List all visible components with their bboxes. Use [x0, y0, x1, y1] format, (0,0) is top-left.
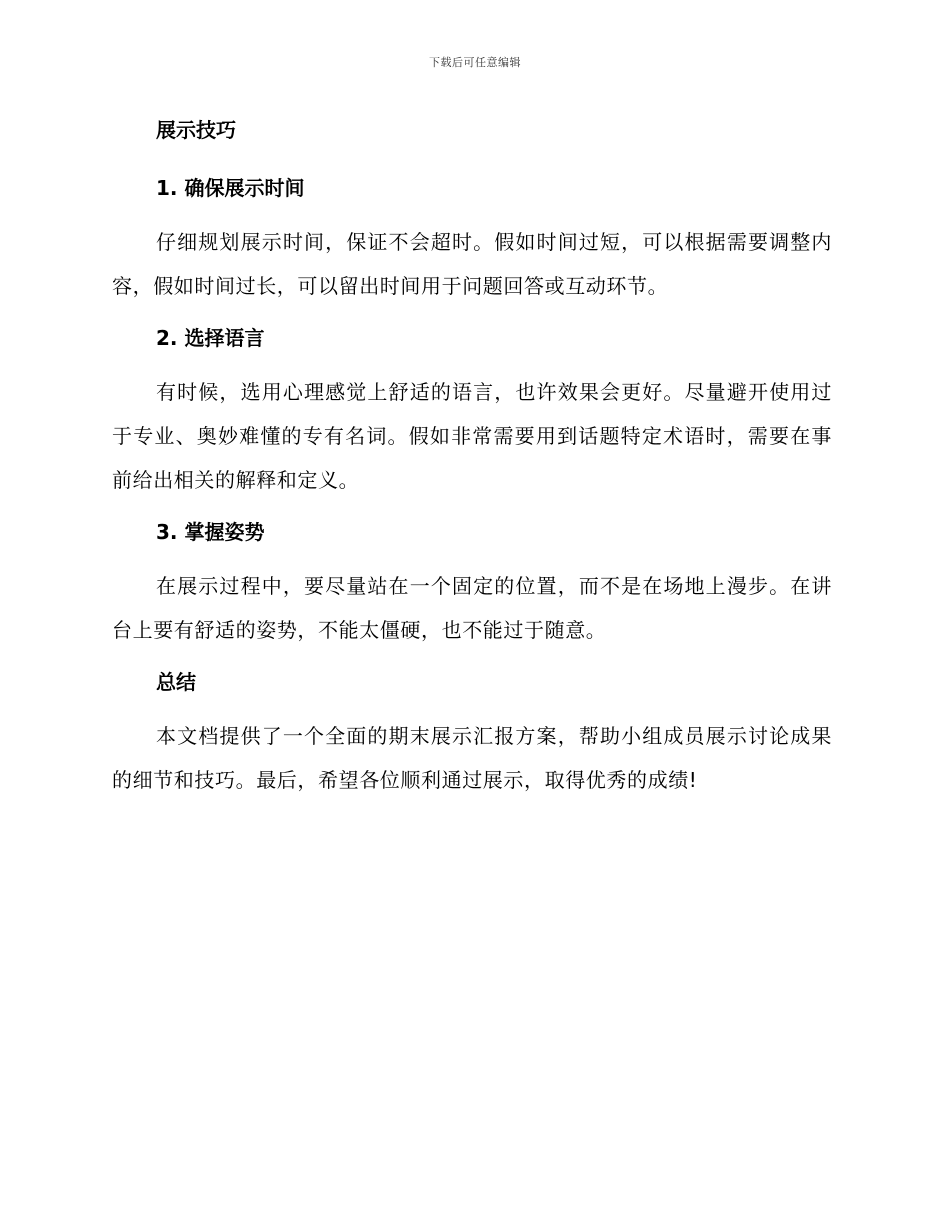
- item-paragraph-3: 在展示过程中，要尽量站在一个固定的位置，而不是在场地上漫步。在讲台上要有舒适的姿势，不能太僵硬，也不能过于随意。: [112, 574, 832, 642]
- summary-heading: 总结: [156, 670, 196, 694]
- item-heading-2: 2. 选择语言: [156, 326, 265, 350]
- section-title: 展示技巧: [156, 118, 236, 142]
- header-note: 下载后可任意编辑: [429, 56, 521, 69]
- item-heading-1: 1. 确保展示时间: [156, 176, 305, 200]
- item-paragraph-1: 仔细规划展示时间，保证不会超时。假如时间过短，可以根据需要调整内容，假如时间过长，可以留出时间用于问题回答或互动环节。: [112, 230, 832, 298]
- item-heading-3: 3. 掌握姿势: [156, 520, 265, 544]
- item-paragraph-2: 有时候，选用心理感觉上舒适的语言，也许效果会更好。尽量避开使用过于专业、奥妙难懂的专有名词。假如非常需要用到话题特定术语时，需要在事前给出相关的解释和定义。: [112, 380, 832, 492]
- document-body: [112, 112, 832, 802]
- summary-paragraph: 本文档提供了一个全面的期末展示汇报方案，帮助小组成员展示讨论成果的细节和技巧。最后，希望各位顺利通过展示，取得优秀的成绩!: [112, 724, 832, 792]
